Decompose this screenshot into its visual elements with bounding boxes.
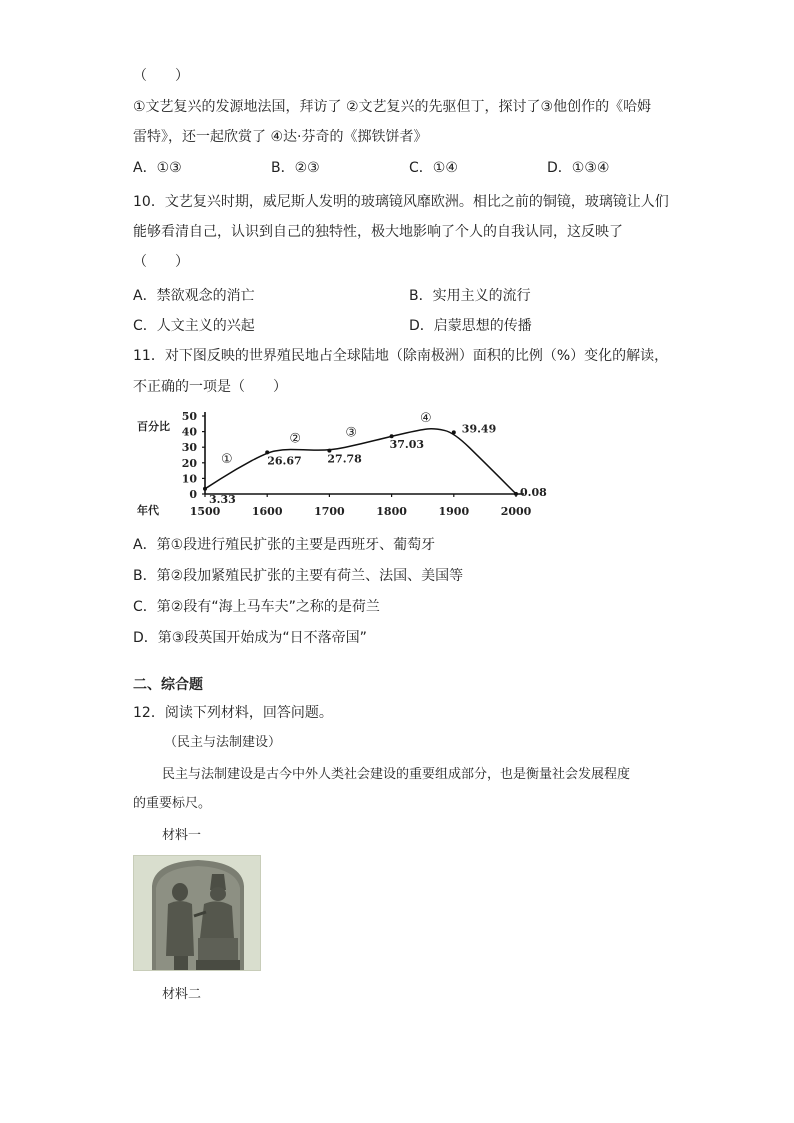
- data-label: 37.03: [389, 438, 425, 452]
- q9-option-d[interactable]: D．①③④: [547, 160, 610, 176]
- y-axis-label: 百分比: [137, 420, 170, 433]
- segment-marker: ②: [289, 431, 302, 447]
- data-point: [514, 492, 518, 496]
- q10-option-d[interactable]: D．启蒙思想的传播: [409, 318, 532, 334]
- intro-line1: 民主与法制建设是古今中外人类社会建设的重要组成部分，也是衡量社会发展程度: [162, 767, 631, 782]
- q10-stem-line2: 能够看清自己，认识到自己的独特性，极大地影响了个人的自我认同，这反映了: [133, 224, 623, 240]
- q9-option-a[interactable]: A．①③: [133, 160, 182, 176]
- section-heading: 二、综合题: [133, 677, 203, 693]
- segment-marker: ③: [345, 425, 357, 441]
- q11-stem-line1: 11．对下图反映的世界殖民地占全球陆地（除南极洲）面积的比例（%）变化的解读，: [133, 348, 669, 364]
- q10-option-c[interactable]: C．人文主义的兴起: [133, 318, 255, 334]
- q9-stem-line2: 雷特》，还一起欣赏了 ④达·芬奇的《掷铁饼者》: [133, 129, 428, 145]
- y-tick-label: 50: [181, 410, 197, 423]
- data-point: [203, 487, 207, 491]
- q11-option-a[interactable]: A．第①段进行殖民扩张的主要是西班牙、葡萄牙: [133, 537, 436, 553]
- q10-option-a[interactable]: A．禁欲观念的消亡: [133, 288, 255, 304]
- y-tick-label: 40: [181, 425, 197, 439]
- material-subtitle: （民主与法制建设）: [164, 735, 282, 750]
- x-tick-label: 1800: [376, 505, 407, 518]
- y-tick-label: 10: [181, 472, 197, 486]
- intro-line2: 的重要标尺。: [133, 796, 212, 811]
- q9-option-c[interactable]: C．①④: [409, 160, 458, 176]
- data-label: 27.78: [327, 452, 362, 466]
- q9-bracket: （ ）: [133, 68, 189, 84]
- hammurabi-stele-image: [133, 855, 261, 971]
- q9-option-b[interactable]: B．②③: [271, 160, 320, 176]
- q11-option-c[interactable]: C．第②段有“海上马车夫”之称的是荷兰: [133, 599, 380, 615]
- q11-stem-line2: 不正确的一项是（ ）: [133, 379, 287, 395]
- x-tick-label: 2000: [500, 505, 532, 518]
- segment-marker: ①: [220, 451, 233, 467]
- x-tick-label: 1700: [314, 505, 345, 518]
- y-tick-label: 30: [181, 441, 197, 455]
- q10-stem-line1: 10．文艺复兴时期，威尼斯人发明的玻璃镜风靡欧洲。相比之前的铜镜，玻璃镜让人们: [133, 194, 669, 210]
- q12-stem: 12．阅读下列材料，回答问题。: [133, 705, 333, 721]
- x-tick-label: 1600: [251, 505, 283, 518]
- material1-label: 材料一: [162, 828, 202, 843]
- q9-stem-line1: ①文艺复兴的发源地法国，拜访了 ②文艺复兴的先驱但丁，探讨了③他创作的《哈姆: [133, 99, 652, 115]
- colony-percentage-line-chart: [133, 408, 553, 526]
- material2-label: 材料二: [162, 987, 202, 1002]
- x-axis-label: 年代: [137, 504, 159, 517]
- y-tick-label: 0: [189, 488, 197, 501]
- data-point: [452, 430, 456, 434]
- x-tick-label: 1900: [438, 505, 470, 518]
- q10-option-b[interactable]: B．实用主义的流行: [409, 288, 531, 304]
- q11-option-b[interactable]: B．第②段加紧殖民扩张的主要有荷兰、法国、美国等: [133, 568, 464, 584]
- data-label: 26.67: [267, 454, 302, 468]
- data-label: 0.08: [520, 485, 547, 499]
- q10-bracket: （ ）: [133, 254, 189, 270]
- x-tick-label: 1500: [189, 505, 221, 518]
- q11-option-d[interactable]: D．第③段英国开始成为“日不落帝国”: [133, 630, 367, 646]
- y-tick-label: 20: [181, 456, 197, 470]
- segment-marker: ④: [419, 411, 432, 427]
- data-label: 39.49: [461, 422, 497, 436]
- data-label: 3.33: [209, 492, 236, 506]
